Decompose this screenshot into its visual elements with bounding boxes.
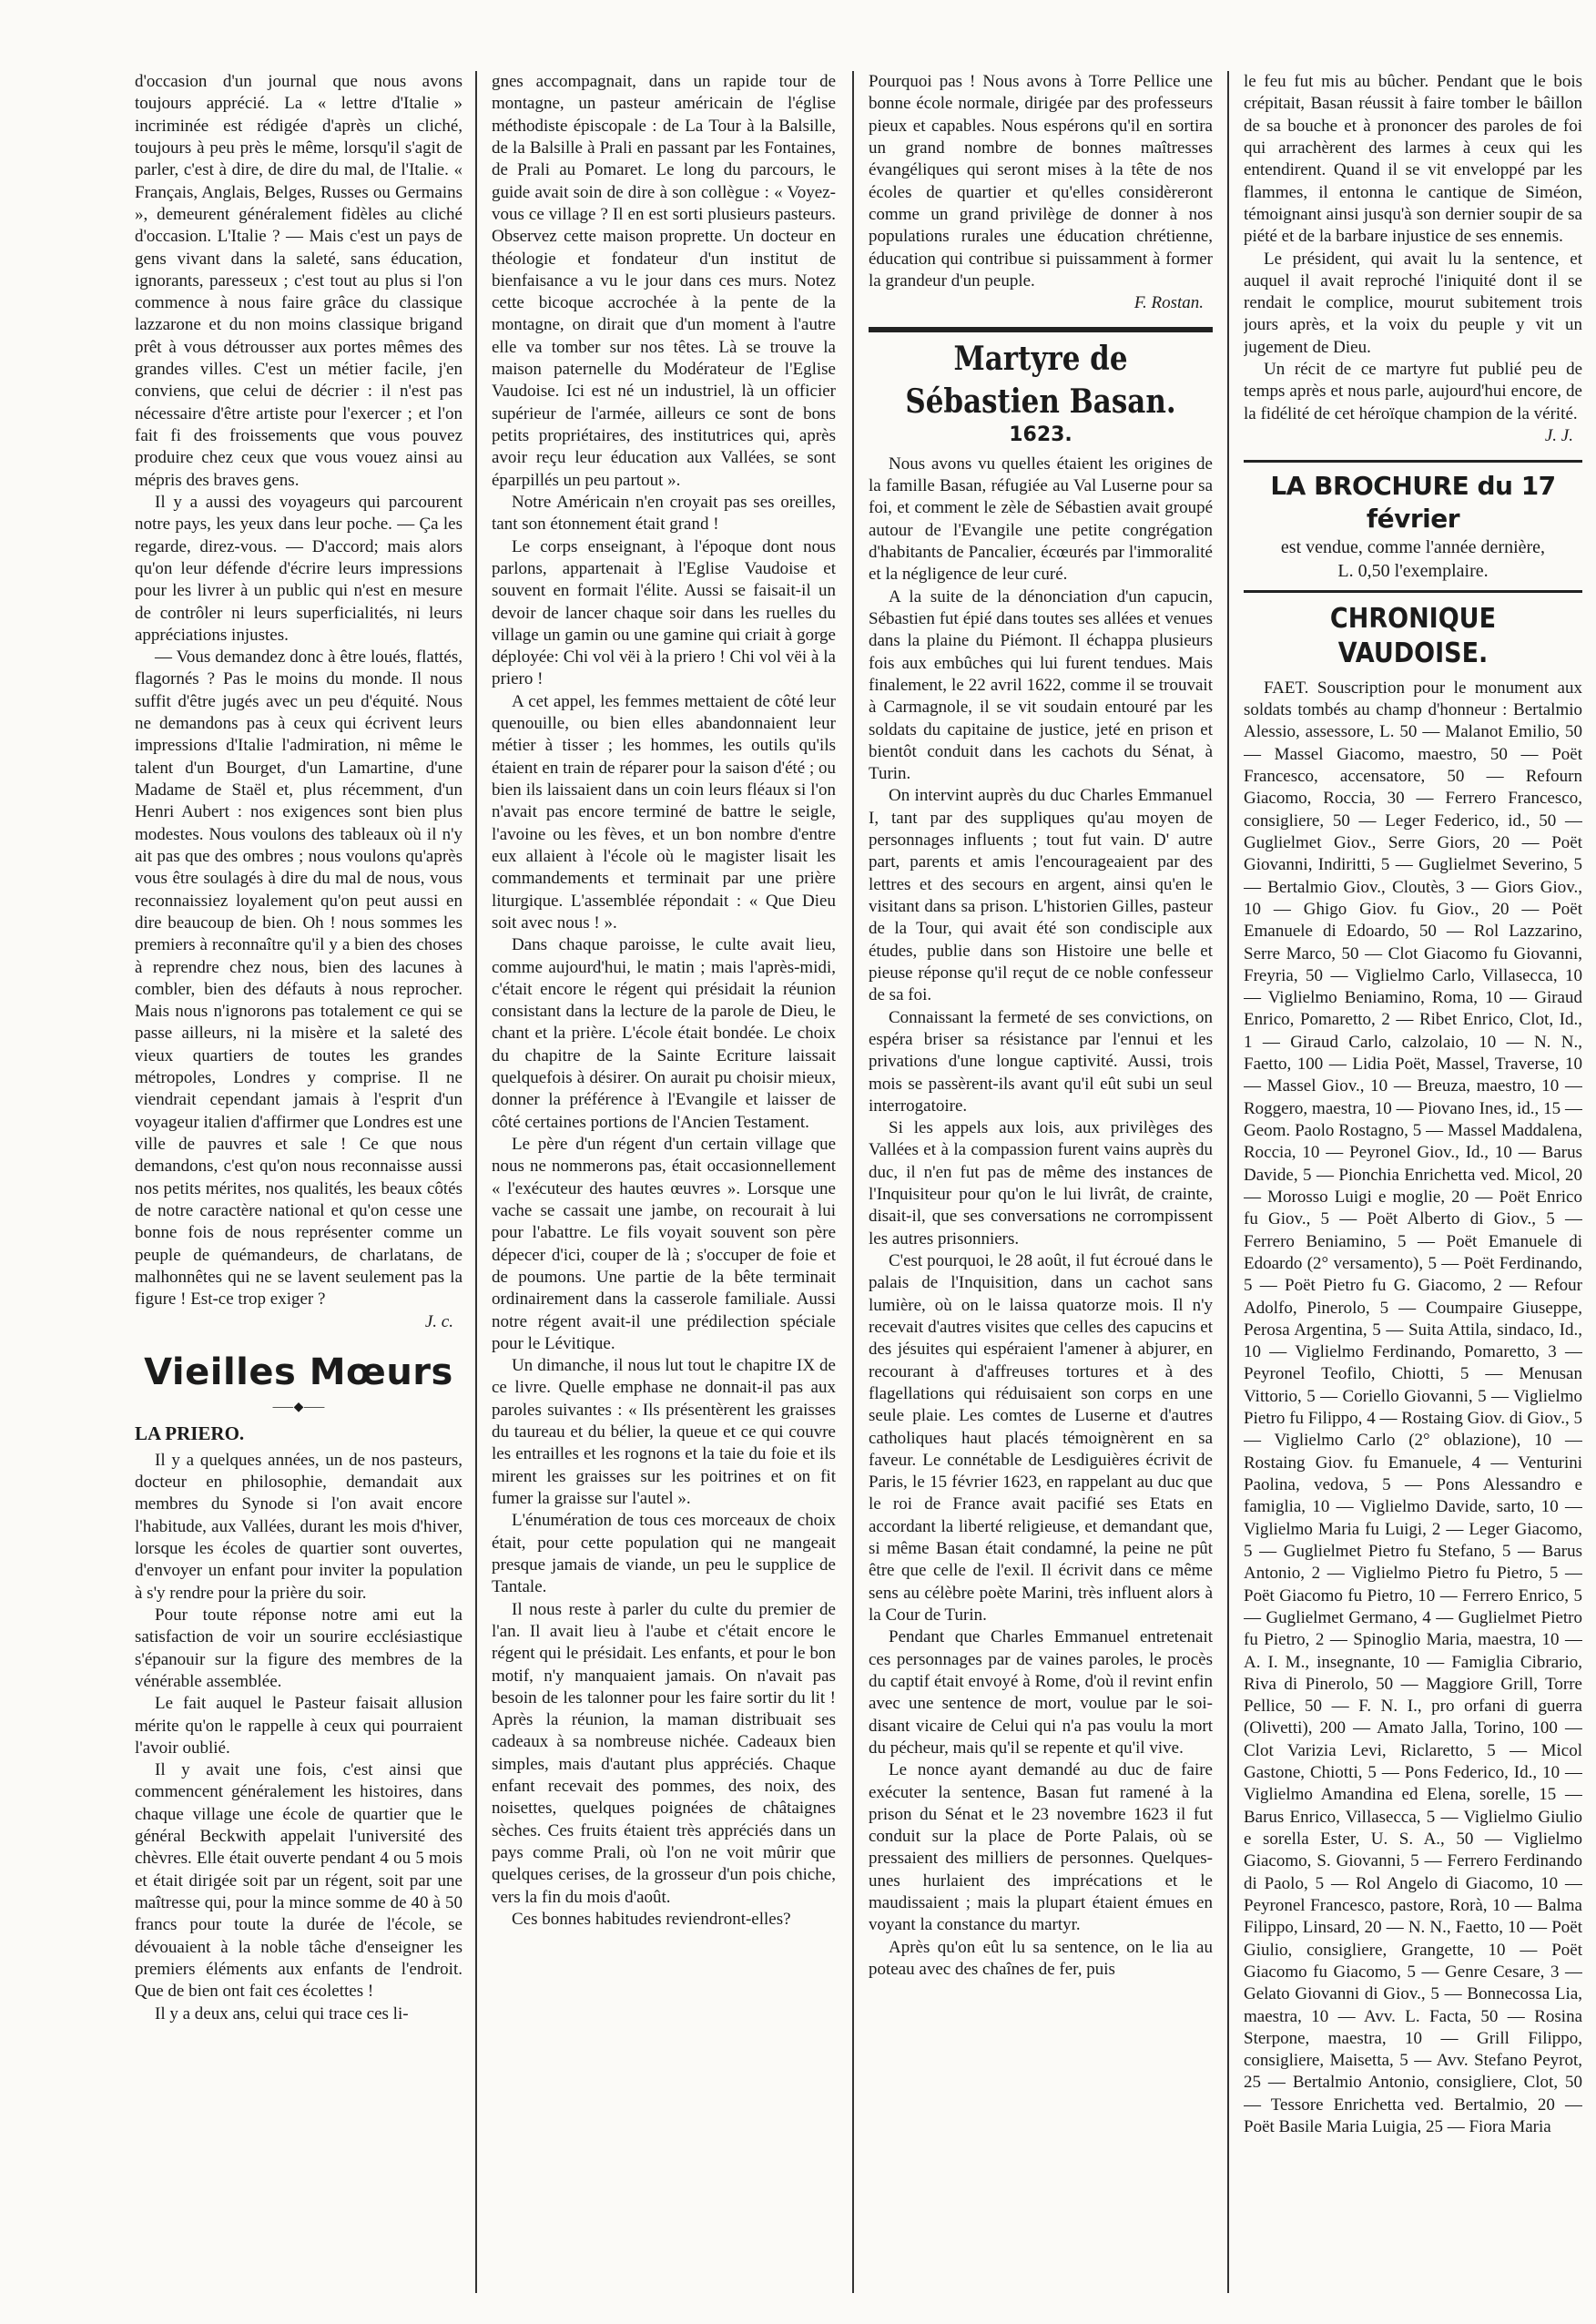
article-paragraph: le feu fut mis au bûcher. Pendant que le bois crépitait, Basan réussit à faire tomber le bâillon de sa bouche et à prononcer des paroles de foi qui arrachèrent des larmes à ceux qui les entendirent. Quand il se vit enveloppé par les flammes, il entonna le cantique de Siméon, témoignant ainsi jusqu'à son dernier soupir de sa piété et de la barbare injustice de ses ennemis. <box>1244 72 1582 247</box>
section-heading: CHRONIQUE VAUDOISE. <box>1329 602 1497 670</box>
article-paragraph: Nous avons vu quelles étaient les origines de la famille Basan, réfugiée au Val Luserne pour sa foi, et comment le zèle de Sébastien avait groupé autour de l'Evangile une petite congrégation d'habitants de Pancalier, écœurés par l'immoralité et la négligence de leur curé. <box>869 454 1213 585</box>
column-4 <box>1244 71 1582 2293</box>
ornament-divider: ⸺◆⸺ <box>271 1401 326 1414</box>
article-paragraph: Connaissant la fermeté de ses convictions, on espéra briser sa résistance par l'ennui et les privations d'une longue captivité. Aussi, trois mois se passèrent-ils avant qu'il eût subi un seul interrogatoire. <box>869 1007 1213 1116</box>
signature: J. c. <box>424 1311 453 1331</box>
column-rule <box>852 71 854 2293</box>
signature: J. J. <box>1544 426 1573 445</box>
column-2 <box>492 71 836 2293</box>
article-paragraph: Notre Américain n'en croyait pas ses oreilles, tant son étonnement était grand ! <box>492 492 836 535</box>
subscription-list: FAET. Souscription pour le monument aux soldats tombés au champ d'honneur : Bertalmio Alessio, assessore, L. 50 — Malanot Emilio, 50 — Massel Giacomo, maestro, 50 — Poët Francesco, accensatore, 50 — Refourn Giacomo, Roccia, 30 — Ferrero Francesco, consigliere, 50 — Leger Federico, id., 50 — Guglielmet Giov., Serre Giors, 20 — Poët Giovanni, Indiritti, 5 — Guglielmet Severino, 5 — Bertalmio Giov., Cloutès, 3 — Giors Giov., 10 — Ghigo Giov. fu Giov., 20 — Poët Emanuele di Edoardo, 50 — Rol Lazzarino, Serre Marco, 50 — Clot Giacomo fu Giovanni, Freyria, 50 — Viglielmo Carlo, Villasecca, 10 — Viglielmo Beniamino, Roma, 10 — Giraud Enrico, Pomaretto, 2 — Ribet Enrico, Clot, Id., 1 — Giraud Carlo, calzolaio, 10 — N. N., Faetto, 100 — Lidia Poët, Massel, Traverse, 10 — Massel Giov., 10 — Breuza, maestro, 10 — Roggero, maestra, 10 — Piovano Ines, id., 15 — Geom. Paolo Rostagno, 5 — Massel Maddalena, Roccia, 10 — Peyronel Giov., Id., 10 — Barus Davide, 5 — Pionchia Enrichetta ved. Micol, 20 — Morosso Luigi e moglie, 20 — Poët Enrico fu Giov., 5 — Poët Alberto di Giov., 5 — Ferrero Beniamino, 5 — Poët Emanuele di Edoardo (2° versamento), 5 — Poët Ferdinando, 5 — Poët Pietro fu G. Giacomo, 2 — Refour Adolfo, Pinerolo, 5 — Coumpaire Giuseppe, Perosa Argentina, 5 — Suita Attila, sindaco, Id., 10 — Viglielmo Ferdinando, Pomaretto, 3 — Peyronel Teofilo, Chiotti, 5 — Menusan Vittorio, 5 — Coriello Giovanni, 5 — Viglielmo Pietro fu Filippo, 4 — Rostaing Giov. di Giov., 5 — Viglielmo Carlo (2° oblazione), 10 — Rostaing Giov. fu Emanuele, 4 — Venturini Paolina, vedova, 5 — Pons Alessandro e famiglia, 10 — Viglielmo Davide, sarto, 10 — Viglielmo Maria fu Luigi, 2 — Leger Giacomo, 5 — Guglielmet Pietro fu Stefano, 5 — Barus Antonio, 2 — Viglielmo Pietro fu Pietro, 5 — Poët Giacomo fu Pietro, 10 — Ferrero Enrico, 5 — Guglielmet Germano, 4 — Guglielmet Pietro fu Pietro, 2 — Spinoglio Maria, maestra, 10 — A. I. M., insegnante, 10 — Famiglia Cibrario, Riva di Pinerolo, 50 — Maggiore Grill, Torre Pellice, 50 — F. N. I., pro orfani di guerra (Olivetti), 200 — Amato Jalla, Torino, 100 — Clot Varizia Levi, Riclaretto, 5 — Micol Gastone, Chiotti, 5 — Pons Federico, Id., 10 — Viglielmo Amandina ed Elena, sorelle, 15 — Barus Enrico, Villasecca, 5 — Viglielmo Giulio e sorella Ester, U. S. A., 50 — Viglielmo Giacomo, S. Giovanni, 5 — Ferrero Ferdinando di Paolo, 5 — Rol Angelo di Giacomo, 10 — Peyronel Francesco, pastore, Rorà, 10 — Balma Filippo, Linsard, 20 — N. N., Faetto, 10 — Poët Giulio, consigliere, Grangette, 10 — Poët Giacomo fu Giacomo, 5 — Genre Cesare, 3 — Gelato Giovanni di Giov., 5 — Bonnecossa Lia, maestra, 10 — Avv. L. Facta, 50 — Rosina Sterpone, maestra, 10 — Grill Filippo, consigliere, Maisetta, 5 — Avv. Stefano Peyrot, 25 — Bertalmio Antonio, consigliere, Clot, 50 — Tessore Enrichetta ved. Bertalmio, 20 — Poët Basile Maria Luigia, 25 — Fiora Maria <box>1244 678 1582 2137</box>
article-paragraph: Le nonce ayant demandé au duc de faire exécuter la sentence, Basan fut ramené à la prison du Sénat et le 23 novembre 1623 il fut conduit sur la place de Porte Palais, où se pressaient des milliers de personnes. Quelques-unes hurlaient des imprécations et le maudissaient ; mais la plupart étaient émues en voyant la constance du martyr. <box>869 1760 1213 1935</box>
brochure-notice <box>1244 460 1582 593</box>
article-paragraph: Ces bonnes habitudes reviendront-elles? <box>512 1909 791 1929</box>
section-divider <box>869 327 1213 332</box>
section-year: 1623. <box>1009 423 1072 446</box>
column-1 <box>135 71 463 2293</box>
section-heading: Vieilles Mœurs <box>144 1351 453 1393</box>
newspaper-page <box>135 71 1582 2293</box>
section-heading: Martyre de Sébastien Basan. <box>905 340 1176 421</box>
article-paragraph: Il nous reste à parler du culte du premier de l'an. Il avait lieu à l'aube et c'était encore le régent qui le présidait. Les enfants, et pour le bon motif, n'y manquaient jamais. On n'avait pas besoin de les talonner pour les faire sortir du lit ! Après la réunion, la maman distribuait ses cadeaux à sa nombreuse nichée. Cadeaux bien simples, mais d'autant plus appréciés. Chaque enfant recevait des pommes, des noix, des noisettes, quelques poignées de châtaignes sèches. Ces fruits étaient très appréciés dans un pays comme Prali, où l'on ne voit mûrir que quelques cerises, de la grosseur d'un pois chiche, vers la fin du mois d'août. <box>492 1599 836 1907</box>
article-paragraph: Un récit de ce martyre fut publié peu de temps après et nous parle, aujourd'hui encore, de la fidélité de cet héroïque champion de la vérité. <box>1244 360 1582 423</box>
article-paragraph: — Vous demandez donc à être loués, flattés, flagornés ? Pas le moins du monde. Il nous suffit d'être jugés avec un peu d'équité. Nous ne demandons pas à ceux qui écrivent leurs impressions d'Italie l'admiration, ni même le talent d'un Bourget, d'un Lamartine, d'une Madame de Staël et, plus récemment, d'un Henri Aubert : nos exigences sont bien plus modestes. Nous voulons des tableaux où il n'y ait pas que des ombres ; nous voulons qu'après vous être soulagés à dire du mal de nous, vous reconnaissiez loyalement qu'on peut aussi en dire beaucoup de bien. Oh ! nous sommes les premiers à reconnaître qu'il y a bien des choses à reprendre chez nous, bien des lacunes à combler, bien des défauts à nous reprocher. Mais nous n'ignorons pas totalement ce qui se passe ailleurs, ni la misère et la saleté des vieux quartiers de toutes les grandes métropoles, Londres y comprise. Il ne viendrait cependant jamais à l'esprit d'un voyageur italien d'affirmer que Londres est une ville de pauvres et sale ! Ce que nous demandons, c'est qu'on nous reconnaisse aussi nos petits mérites, nos qualités, les beaux côtés de notre caractère national et qu'on cesse une bonne fois de nous représenter comme un peuple de quémandeurs, de charlatans, de malhonnêtes qui ne se lavent seulement pas la figure ! Est-ce trop exiger ? <box>135 647 463 1310</box>
article-paragraph: Si les appels aux lois, aux privilèges des Vallées et à la compassion furent vains auprès du duc, il n'en fut pas de même des instances de l'Inquisiteur pour qu'on le lui livrât, de crainte, disait-il, que ses conversations ne corrompissent les autres prisonniers. <box>869 1118 1213 1249</box>
article-paragraph: A cet appel, les femmes mettaient de côté leur quenouille, ou bien elles abandonnaient leur métier à tisser ; les hommes, les outils qu'ils étaient en train de réparer pour la saison d'été ; ou bien ils laissaient dans un coin leurs fléaux si l'on n'avait pas encore terminé de battre le seigle, l'avoine ou les fèves, et un bon nombre d'entre eux allaient à l'école où le magister lisait les commandements et terminait par une prière liturgique. L'assemblée répondait : « Que Dieu soit avec nous ! ». <box>492 691 836 933</box>
column-rule <box>475 71 477 2293</box>
column-3 <box>869 71 1213 2293</box>
column-rule <box>1227 71 1229 2293</box>
article-paragraph: Le président, qui avait lu la sentence, et auquel il avait reproché l'iniquité dont il se rendait le complice, mourut subitement trois jours après, et la voix du peuple y vit un jugement de Dieu. <box>1244 249 1582 357</box>
article-paragraph: Pendant que Charles Emmanuel entretenait ces personnages par de vaines paroles, le procès du captif était envoyé à Rome, d'où il revint enfin avec une sentence de mort, voulue par le soi-disant vicaire de Celui qui n'a pas voulu la mort du pécheur, mais qu'il se repente et qu'il vive. <box>869 1627 1213 1758</box>
article-paragraph: Le corps enseignant, à l'époque dont nous parlons, appartenait à l'Eglise Vaudoise et souvent en formait l'élite. Aussi se faisait-il un devoir de lancer chaque soir dans les ruelles du village un gamin ou une gamine qui criait à gorge déployée: Chi vol vëi à la priero ! Chi vol vëi à la priero ! <box>492 536 836 689</box>
article-paragraph: Un dimanche, il nous lut tout le chapitre IX de ce livre. Quelle emphase ne donnait-il pas aux paroles suivantes : « Ils présentèrent les graisses du taureau et du bélier, la queue et ce qui couvre les entrailles et les rognons et la taie du foie et ils mirent les graisses sur les poitrines et on fit fumer la graisse sur l'autel ». <box>492 1356 836 1508</box>
article-paragraph: A la suite de la dénonciation d'un capucin, Sébastien fut épié dans toutes ses allées et venues dans la plaine du Piémont. Il échappa plusieurs fois aux embûches qui lui furent tendues. Mais finalement, le 22 avril 1622, comme il se trouvait à Carmagnole, il se vit soudain entouré par les soldats du capitaine de justice, jeté en prison et bientôt conduit dans les cachots du Sénat, à Turin. <box>869 586 1213 784</box>
article-paragraph: Dans chaque paroisse, le culte avait lieu, comme aujourd'hui, le matin ; mais l'après-midi, c'était encore le régent qui présidait la réunion consistant dans la lecture de la parole de Dieu, le chant et la prière. L'école était bondée. Le choix du chapitre de la Sainte Ecriture laissait quelquefois à désirer. On aurait pu choisir mieux, donner la préférence à l'Evangile et laisser de côté certaines portions de l'Ancien Testament. <box>492 935 836 1132</box>
article-paragraph: Il y a quelques années, un de nos pasteurs, docteur en philosophie, demandait aux membres du Synode si l'on avait encore l'habitude, aux Vallées, durant les mois d'hiver, lorsque les écoles de quartier sont ouvertes, d'envoyer un enfant pour inviter la population à s'y rendre pour la prière du soir. <box>135 1450 463 1603</box>
article-paragraph: Après qu'on eût lu sa sentence, on le lia au poteau avec des chaînes de fer, puis <box>869 1937 1213 1979</box>
article-paragraph: Il y a deux ans, celui qui trace ces li- <box>155 2003 409 2023</box>
article-paragraph: gnes accompagnait, dans un rapide tour de montagne, un pasteur américain de l'église méthodiste épiscopale : de La Tour à la Balsille, de la Balsille à Prali en passant par les Fontaines, de Prali au Pomaret. Le long du parcours, le guide avait soin de dire à son collègue : « Voyez-vous ce village ? Il en est sorti plusieurs pasteurs. Observez cette maison proprette. Un docteur en théologie et fondateur d'un institut de bienfaisance a vu le jour dans ces murs. Notez cette bicoque accrochée à la pente de la montagne, on dirait que d'un moment à l'autre elle va tomber sur nos têtes. Là se trouve la maison paternelle du Modérateur de l'Eglise Vaudoise. Ici est né un industriel, là un officier supérieur de l'armée, ailleurs ce sont de bons petits propriétaires, des institutrices qui, après avoir reçu leur éducation aux Vallées, se sont éparpillés un peu partout ». <box>492 72 836 490</box>
brochure-line: est vendue, comme l'année dernière, <box>1280 536 1546 557</box>
brochure-title: LA BROCHURE du 17 février <box>1270 471 1556 535</box>
article-paragraph: Pour toute réponse notre ami eut la satisfaction de voir un sourire ecclésiastique s'épanouir sur la figure des membres de la vénérable assemblée. <box>135 1605 463 1691</box>
signature: F. Rostan. <box>1133 293 1204 313</box>
article-paragraph: d'occasion d'un journal que nous avons toujours apprécié. La « lettre d'Italie » incriminée est rédigée d'après un cliché, toujours à peu près le même, lorsqu'il s'agit de parler, c'est à dire, de dire du mal, de l'Italie. « Français, Anglais, Belges, Russes ou Germains », demeurent généralement fidèles au cliché d'occasion. L'Italie ? — Mais c'est un pays de gens vivant dans la saleté, sans éducation, ignorants, paresseux ; c'est tout au plus si l'on commence à nous faire grâce du classique lazzarone et du non moins classique brigand prêt à vous détrousser aux portes mêmes des grandes villes. C'est un métier facile, j'en conviens, que celui de décrier : il n'est pas nécessaire d'être artiste pour l'exercer ; et l'on fait fi des froissements que vous pouvez produire chez ceux que vous vouez ainsi au mépris des braves gens. <box>135 72 463 490</box>
article-paragraph: On intervint auprès du duc Charles Emmanuel I, tant par des suppliques qu'au moyen de personnages influents ; tout fut vain. D' autre part, parents et amis l'encourageaient par des lettres et des secours en argent, ainsi qu'en le visitant dans sa prison. L'historien Gilles, pasteur de la Tour, qui avait été son condisciple aux études, publie dans son Histoire une belle et pieuse réponse qu'il reçut de ce noble confesseur de sa foi. <box>869 786 1213 1005</box>
article-paragraph: Le fait auquel le Pasteur faisait allusion mérite qu'on le rappelle à ceux qui pourraient l'avoir oublié. <box>135 1694 463 1758</box>
article-paragraph: Pourquoi pas ! Nous avons à Torre Pellice une bonne école normale, dirigée par des professeurs pieux et capables. Nous espérons qu'il en sortira un grand nombre de bonnes maîtresses évangéliques qui seront mises à la tête de nos écoles de quartier et qu'elles considèreront comme un grand privilège de donner à nos populations rurales une éducation chrétienne, éducation qui contribue si puissamment à former la grandeur d'un peuple. <box>869 72 1213 290</box>
article-paragraph: Il y a aussi des voyageurs qui parcourent notre pays, les yeux dans leur poche. — Ça les regarde, direz-vous. — D'accord; mais alors qu'on leur défende d'écrire leurs impressions pour les livrer à un public qui n'est en mesure de contrôler ni leurs superficialités, ni leurs appréciations injustes. <box>135 492 463 645</box>
article-paragraph: Il y avait une fois, c'est ainsi que commencent généralement les histoires, dans chaque village une école de quartier que le général Beckwith appelait l'université des chèvres. Elle était ouverte pendant 4 ou 5 mois et était dirigée soit par un régent, soit par une maîtresse qui, pour la mince somme de 40 à 50 francs pour toute la durée de l'école, se dévouaient à la noble tâche d'enseigner les premiers éléments aux enfants de l'endroit. Que de bien ont fait ces écolettes ! <box>135 1760 463 2002</box>
article-paragraph: Le père d'un régent d'un certain village que nous ne nommerons pas, était occasionnellement « l'exécuteur des hautes œuvres ». Lorsque une vache se cassait une jambe, on recourait à lui pour l'abattre. Le fils voyait souvent son père dépecer d'ici, couper de là ; s'occuper de foie et de poumons. Une partie de la bête terminait ordinairement dans la casserole familiale. Aussi notre régent avait-il une prédilection spéciale pour le Lévitique. <box>492 1135 836 1353</box>
article-paragraph: C'est pourquoi, le 28 août, il fut écroué dans le palais de l'Inquisition, dans un cachot sans lumière, où on le laissa quatorze mois. Il n'y recevait d'autres visites que celles des capucins et des jésuites qui espéraient l'amener à abjurer, en recourant à d'affreuses tortures et à des flagellations qui réduisaient son corps en une seule plaie. Les comtes de Luserne et d'autres catholiques haut placés témoignèrent en sa faveur. Le connétable de Lesdiguières écrivit de Paris, le 15 février 1623, en rappelant au duc que le roi de France avait pacifié ses Etats en accordant la liberté religieuse, et demandant que, si même Basan était condamné, la peine ne pût être que celle de l'exil. Il écrivit dans ce même sens au célèbre poète Marini, très influent alors à la Cour de Turin. <box>869 1251 1213 1625</box>
brochure-price: L. 0,50 l'exemplaire. <box>1337 560 1489 581</box>
article-paragraph: L'énumération de tous ces morceaux de choix était, pour cette population qui ne mangeait presque jamais de viande, un peu le supplice de Tantale. <box>492 1511 836 1597</box>
article-subheading: LA PRIERO. <box>135 1422 245 1444</box>
